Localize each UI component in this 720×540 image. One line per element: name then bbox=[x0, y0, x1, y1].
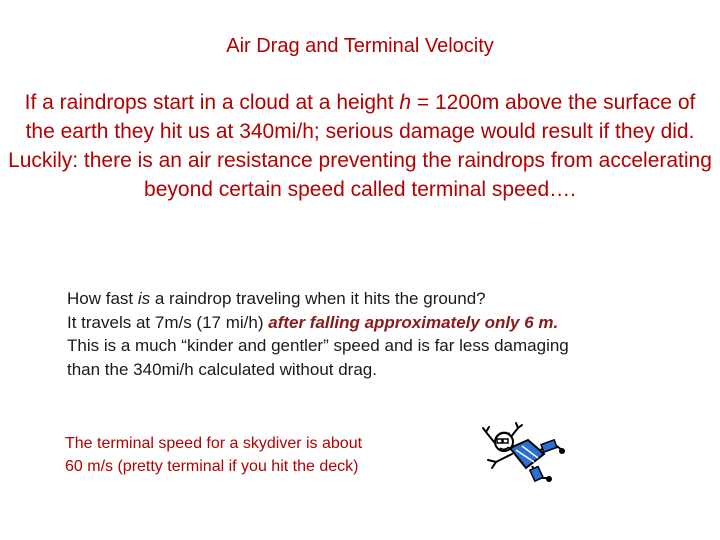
skydiver-line-1: The terminal speed for a skydiver is about bbox=[65, 435, 363, 452]
intro-text-part2: = 1200m above the surface of the earth they hit us at 340mi/h; serious damage would result if they did. Luckily: there is an air resistance preventing the raindrops from accelerating beyond certain speed called terminal speed…. bbox=[8, 91, 712, 201]
skydiver-line-2: 60 m/s (pretty terminal if you hit the deck) bbox=[65, 458, 359, 475]
comparison-line-1: This is a much “kinder and gentler” speed and is far less damaging bbox=[67, 336, 569, 355]
answer-emphasis: after falling approximately only 6 m. bbox=[268, 312, 559, 332]
answer-line bbox=[67, 311, 687, 335]
raindrop-question-block bbox=[67, 287, 687, 381]
skydiver-cartoon-icon bbox=[482, 418, 572, 490]
slide-title: Air Drag and Terminal Velocity bbox=[226, 35, 494, 57]
comparison-line-2: than the 340mi/h calculated without drag. bbox=[67, 359, 377, 379]
question-text: How fast bbox=[67, 289, 138, 308]
h-symbol: h bbox=[399, 91, 412, 114]
question-is-emphasis: is bbox=[137, 289, 151, 308]
question-text-end: a raindrop traveling when it hits the ground? bbox=[150, 289, 486, 308]
question-line-1 bbox=[67, 287, 687, 311]
answer-text: It travels at 7m/s (17 mi/h) bbox=[67, 312, 269, 332]
intro-text-part1: If a raindrops start in a cloud at a height bbox=[24, 91, 400, 114]
skydiver-note bbox=[65, 432, 425, 478]
intro-paragraph bbox=[8, 88, 712, 204]
